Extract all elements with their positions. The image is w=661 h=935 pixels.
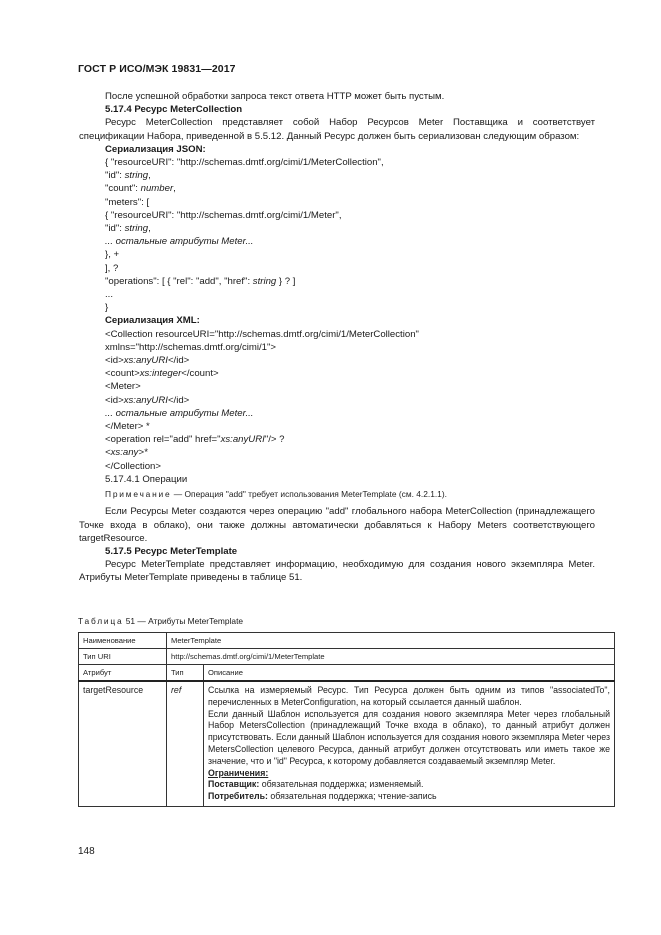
xml-tag: </id> xyxy=(167,394,190,406)
xml-type: xs:anyURI xyxy=(123,355,168,367)
paragraph-add-operation: Если Ресурсы Meter создаются через операцию "add" глобального набора MeterCollection (принадлежащего Точке входа в облако), они также должны автоматически добавляться к Набору Meters соответствующего targetResource. xyxy=(79,506,595,544)
column-header-description: Описание xyxy=(204,665,615,682)
paragraph-metercollection-wrap xyxy=(79,116,595,142)
attributes-table xyxy=(78,632,615,807)
json-type: string xyxy=(124,223,149,235)
table-caption-text: 51 — Атрибуты MeterTemplate xyxy=(123,616,244,626)
attribute-cell: targetResource xyxy=(79,681,167,806)
json-line: { "resourceURI": "http://schemas.dmtf.org/cimi/1/MeterCollection", xyxy=(105,157,384,169)
provider-constraint xyxy=(208,779,610,791)
description-cell xyxy=(204,681,615,806)
json-punct: , xyxy=(148,223,151,235)
json-key: "count": xyxy=(105,183,141,195)
provider-label: Поставщик: xyxy=(208,779,260,790)
json-line xyxy=(105,275,595,288)
json-line xyxy=(105,222,595,235)
table-row xyxy=(79,633,615,649)
note-text: — Операция "add" требует использования MeterTemplate (см. 4.2.1.1). xyxy=(171,489,447,500)
xml-line: xmlns="http://schemas.dmtf.org/cimi/1"> xyxy=(105,341,277,353)
column-header-type: Тип xyxy=(167,665,204,682)
consumer-label: Потребитель: xyxy=(208,791,268,802)
xml-type: xs:integer xyxy=(139,368,182,380)
xml-tag: <id> xyxy=(105,394,124,406)
xml-code-block xyxy=(105,328,595,473)
paragraph-metercollection: Ресурс MeterCollection представляет собой Набор Ресурсов Meter Поставщика и соответствует спецификации Набора, приведенной в 5.5.12. Данный Ресурс должен быть сериализован следующим образом: xyxy=(79,117,595,142)
xml-tag: </id> xyxy=(167,355,190,367)
xml-line xyxy=(105,433,595,446)
xml-line: <Collection resourceURI="http://schemas.dmtf.org/cimi/1/MeterCollection" xyxy=(105,328,419,340)
table-caption xyxy=(78,616,243,626)
json-code-block xyxy=(105,156,595,314)
note-label: Примечание xyxy=(105,489,172,500)
table-caption-label: Таблица xyxy=(78,616,124,626)
json-key: "id": xyxy=(105,223,125,235)
uri-value-cell: http://schemas.dmtf.org/cimi/1/MeterTemplate xyxy=(167,649,615,665)
table-row xyxy=(79,649,615,665)
json-type: string xyxy=(252,275,277,287)
xml-line: <Meter> xyxy=(105,381,141,393)
constraints-label: Ограничения: xyxy=(208,767,269,778)
xml-type: xs:anyURI xyxy=(220,434,265,446)
name-label-cell: Наименование xyxy=(79,633,167,649)
xml-line: </Collection> xyxy=(105,460,161,472)
json-type: string xyxy=(124,170,149,182)
json-punct: , xyxy=(173,183,176,195)
json-key: "id": xyxy=(105,170,125,182)
standard-header: ГОСТ Р ИСО/МЭК 19831—2017 xyxy=(78,63,236,75)
json-heading: Сериализация JSON: xyxy=(105,143,206,155)
description-paragraph: Если данный Шаблон используется для создания нового экземпляра Meter через глобальный Набор MetersCollection (принадлежащий Точке входа в облако), то данный атрибут должен присутствовать. Если данный Шаблон используется для создания нового экземпляра Meter через MetersCollection целевого Ресурса, данный атрибут должен отсутствовать или иметь такое же значение, что и "id" Ресурса, к которому добавляется создаваемый экземпляр Meter. xyxy=(208,708,610,766)
xml-line: ... остальные атрибуты Meter... xyxy=(105,407,254,419)
description-paragraph: Ссылка на измеряемый Ресурс. Тип Ресурса должен быть одним из типов "associatedTo", перечисленных в MeterConfiguration, на который ссылается данный шаблон. xyxy=(208,685,610,707)
json-line xyxy=(105,182,595,195)
xml-tag: <operation rel="add" href=" xyxy=(105,434,221,446)
consumer-constraint xyxy=(208,791,610,803)
name-value-cell: MeterTemplate xyxy=(167,633,615,649)
page-number: 148 xyxy=(78,846,95,857)
paragraph-add-operation-wrap xyxy=(79,505,595,545)
body-text xyxy=(79,90,595,585)
xml-tag: <count> xyxy=(105,368,140,380)
json-line: } xyxy=(105,302,109,314)
uri-label-cell: Тип URI xyxy=(79,649,167,665)
xml-tag: <id> xyxy=(105,355,124,367)
section-heading-metercollection: 5.17.4 Ресурс MeterCollection xyxy=(105,104,243,116)
json-line: ... xyxy=(105,289,113,301)
table-row xyxy=(79,681,615,806)
json-punct: , xyxy=(148,170,151,182)
type-cell: ref xyxy=(167,681,204,806)
xml-type: xs:anyURI xyxy=(123,394,168,406)
xml-line xyxy=(105,354,595,367)
subsection-operations: 5.17.4.1 Операции xyxy=(105,473,188,485)
xml-heading: Сериализация XML: xyxy=(105,315,200,327)
table-header-row xyxy=(79,665,615,682)
json-line: "meters": [ xyxy=(105,196,150,208)
column-header-attribute: Атрибут xyxy=(79,665,167,682)
json-line: ], ? xyxy=(105,262,119,274)
paragraph-metertemplate: Ресурс MeterTemplate представляет информацию, необходимую для создания нового экземпляра Meter. Атрибуты MeterTemplate приведены в таблице 51. xyxy=(79,559,595,584)
xml-line xyxy=(105,394,595,407)
json-key: "operations": [ { "rel": "add", "href": xyxy=(105,275,253,287)
json-line: }, + xyxy=(105,249,120,261)
json-punct: } ? ] xyxy=(276,275,296,287)
paragraph-metertemplate-wrap xyxy=(79,558,595,584)
xml-line: </Meter> * xyxy=(105,421,150,433)
xml-tag: "/> ? xyxy=(264,434,285,446)
section-heading-metertemplate: 5.17.5 Ресурс MeterTemplate xyxy=(105,545,238,557)
consumer-text: обязательная поддержка; чтение-запись xyxy=(267,791,437,802)
note xyxy=(105,488,595,501)
json-line: ... остальные атрибуты Meter... xyxy=(105,236,254,248)
provider-text: обязательная поддержка; изменяемый. xyxy=(259,779,424,790)
xml-tag: </count> xyxy=(181,368,219,380)
xml-line xyxy=(105,367,595,380)
json-line: { "resourceURI": "http://schemas.dmtf.org/cimi/1/Meter", xyxy=(105,209,342,221)
paragraph-http-empty: После успешной обработки запроса текст ответа HTTP может быть пустым. xyxy=(105,91,445,102)
json-type: number xyxy=(140,183,174,195)
xml-line: <xs:any>* xyxy=(105,447,148,459)
json-line xyxy=(105,169,595,182)
